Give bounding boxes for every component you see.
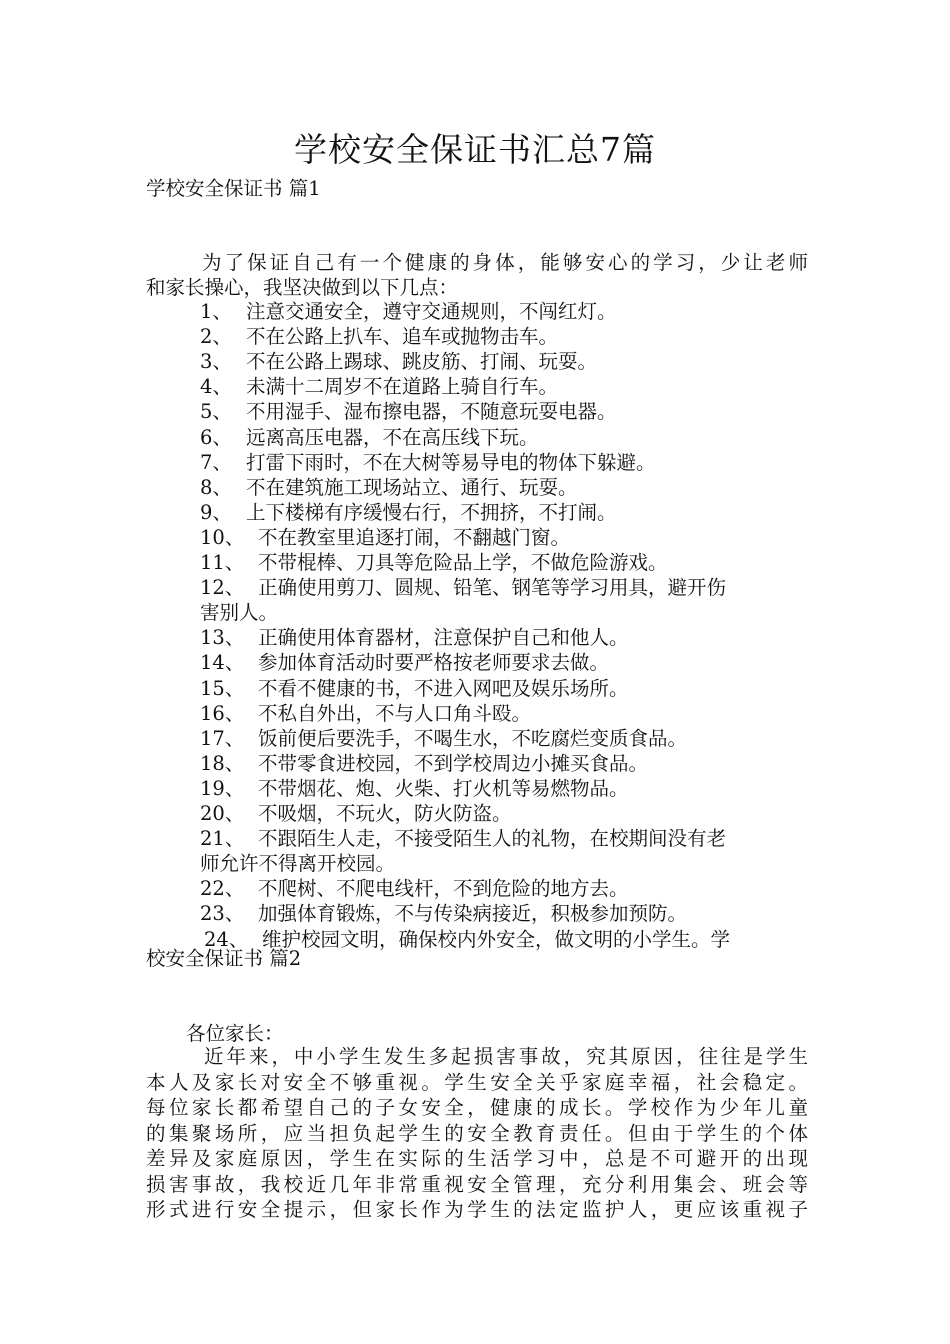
item-text: 饭前便后要洗手，不喝生水，不吃腐烂变质食品。 bbox=[258, 726, 688, 750]
safety-item bbox=[200, 374, 558, 399]
item-text: 不在公路上扒车、追车或抛物击车。 bbox=[246, 325, 559, 349]
item-number: 24、 bbox=[204, 927, 249, 951]
safety-item bbox=[200, 751, 648, 776]
item-text: 未满十二周岁不在道路上骑自行车。 bbox=[246, 375, 559, 399]
item-text: 上下楼梯有序缓慢右行，不拥挤，不打闹。 bbox=[246, 500, 617, 524]
safety-item bbox=[200, 625, 629, 650]
item-number: 5、 bbox=[200, 400, 232, 424]
greeting: 各位家长： bbox=[186, 1022, 284, 1045]
item-text: 正确使用体育器材，注意保护自己和他人。 bbox=[258, 626, 629, 650]
item-number: 3、 bbox=[200, 350, 232, 374]
section-heading-1: 学校安全保证书 篇1 bbox=[146, 177, 321, 200]
item-number: 21、 bbox=[200, 827, 245, 851]
item-text: 不跟陌生人走，不接受陌生人的礼物，在校期间没有老 bbox=[258, 827, 727, 851]
item-continuation: 师允许不得离开校园。 bbox=[200, 852, 396, 876]
item-text: 不带零食进校园，不到学校周边小摊买食品。 bbox=[258, 751, 649, 775]
safety-item bbox=[200, 901, 687, 926]
paragraph-line: 损害事故，我校近几年非常重视安全管理，充分利用集会、班会等 bbox=[146, 1172, 808, 1196]
item-text: 注意交通安全，遵守交通规则，不闯红灯。 bbox=[246, 300, 617, 323]
safety-item bbox=[200, 776, 629, 801]
item-number: 10、 bbox=[200, 525, 245, 549]
body-paragraph bbox=[146, 1044, 808, 1223]
item-text: 不吸烟，不玩火，防火防盗。 bbox=[258, 802, 512, 825]
safety-item bbox=[200, 425, 539, 450]
paragraph-line: 的集聚场所，应当担负起学生的安全教育责任。但由于学生的个体 bbox=[146, 1121, 808, 1145]
safety-item bbox=[200, 550, 668, 575]
safety-item bbox=[200, 299, 617, 324]
item-number: 17、 bbox=[200, 726, 245, 750]
paragraph-line: 每位家长都希望自己的子女安全，健康的成长。学校作为少年儿童 bbox=[146, 1096, 808, 1119]
item-text: 不在建筑施工现场站立、通行、玩耍。 bbox=[246, 475, 578, 499]
item-number: 9、 bbox=[200, 500, 232, 524]
item-text: 参加体育活动时要严格按老师要求去做。 bbox=[258, 651, 610, 675]
item-number: 22、 bbox=[200, 877, 245, 901]
item-number: 20、 bbox=[200, 802, 245, 825]
item-number: 7、 bbox=[200, 450, 232, 474]
safety-item bbox=[200, 349, 597, 374]
section-heading-2: 校安全保证书 篇2 bbox=[146, 947, 302, 970]
safety-item bbox=[200, 876, 629, 901]
item-number: 16、 bbox=[200, 701, 245, 725]
item-text: 不带烟花、炮、火柴、打火机等易燃物品。 bbox=[258, 776, 629, 800]
item-text: 不私自外出，不与人口角斗殴。 bbox=[258, 701, 532, 725]
intro-line-1: 为了保证自己有一个健康的身体，能够安心的学习，少让老师 bbox=[202, 251, 808, 274]
item-number: 6、 bbox=[200, 425, 232, 449]
item-text: 维护校园文明，确保校内外安全，做文明的小学生。学 bbox=[262, 927, 731, 951]
item-number: 14、 bbox=[200, 651, 245, 675]
safety-item bbox=[200, 650, 609, 675]
intro-line-2: 和家长操心，我坚决做到以下几点： bbox=[146, 276, 459, 299]
safety-item bbox=[200, 726, 687, 751]
item-number: 15、 bbox=[200, 676, 245, 700]
safety-item bbox=[200, 475, 578, 500]
safety-item bbox=[200, 324, 558, 349]
safety-item bbox=[200, 450, 656, 475]
item-number: 13、 bbox=[200, 626, 245, 650]
item-number: 8、 bbox=[200, 475, 232, 499]
item-text: 远离高压电器，不在高压线下玩。 bbox=[246, 425, 539, 449]
document-title: 学校安全保证书汇总7篇 bbox=[294, 130, 656, 169]
paragraph-line: 近年来，中小学生发生多起损害事故，究其原因，往往是学生 bbox=[204, 1045, 808, 1068]
safety-item bbox=[200, 399, 617, 424]
item-number: 11、 bbox=[200, 551, 245, 574]
item-continuation: 害别人。 bbox=[200, 601, 279, 625]
item-number: 1、 bbox=[200, 300, 232, 323]
item-text: 不看不健康的书，不进入网吧及娱乐场所。 bbox=[258, 676, 629, 700]
item-text: 不用湿手、湿布擦电器，不随意玩耍电器。 bbox=[246, 400, 617, 424]
safety-item bbox=[200, 826, 726, 851]
safety-item bbox=[200, 701, 531, 726]
item-number: 12、 bbox=[200, 576, 245, 600]
safety-item bbox=[200, 500, 617, 525]
item-text: 不在公路上踢球、跳皮筋、打闹、玩耍。 bbox=[246, 350, 598, 374]
item-number: 19、 bbox=[200, 776, 245, 800]
item-text: 正确使用剪刀、圆规、铅笔、钢笔等学习用具，避开伤 bbox=[258, 576, 727, 600]
item-number: 23、 bbox=[200, 902, 245, 926]
item-number: 18、 bbox=[200, 751, 245, 775]
paragraph-line: 本人及家长对安全不够重视。学生安全关乎家庭幸福，社会稳定。 bbox=[146, 1070, 808, 1094]
safety-item bbox=[200, 575, 726, 600]
paragraph-line: 形式进行安全提示，但家长作为学生的法定监护人，更应该重视子 bbox=[146, 1198, 808, 1221]
item-text: 加强体育锻炼，不与传染病接近，积极参加预防。 bbox=[258, 902, 688, 926]
safety-item bbox=[200, 525, 570, 550]
item-number: 4、 bbox=[200, 375, 232, 399]
item-number: 2、 bbox=[200, 325, 232, 349]
safety-item bbox=[200, 801, 512, 826]
safety-item bbox=[200, 676, 629, 701]
item-text: 不带棍棒、刀具等危险品上学，不做危险游戏。 bbox=[258, 551, 668, 574]
item-text: 打雷下雨时，不在大树等易导电的物体下躲避。 bbox=[246, 450, 656, 474]
paragraph-line: 差异及家庭原因，学生在实际的生活学习中，总是不可避开的出现 bbox=[146, 1147, 808, 1170]
item-text: 不在教室里追逐打闹，不翻越门窗。 bbox=[258, 525, 571, 549]
item-text: 不爬树、不爬电线杆，不到危险的地方去。 bbox=[258, 877, 629, 901]
